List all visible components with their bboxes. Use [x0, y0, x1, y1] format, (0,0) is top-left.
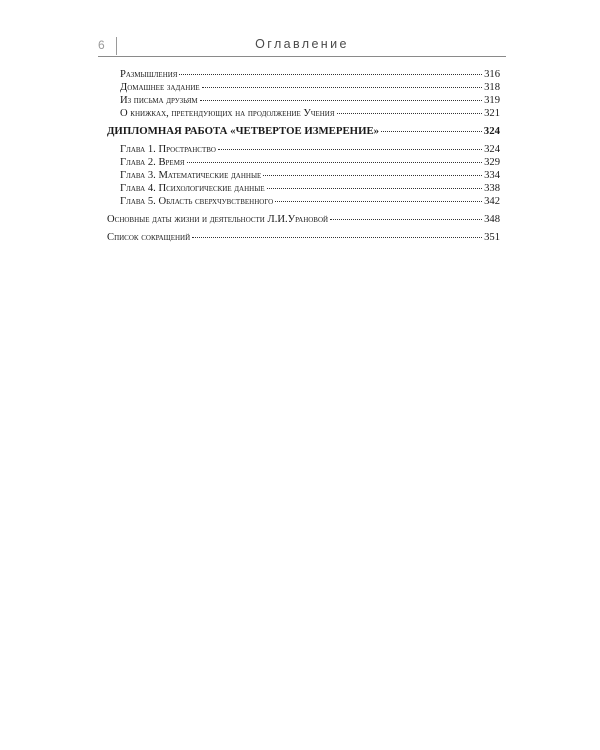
leader-dots: [330, 218, 482, 220]
toc-entry-label: О книжках, претендующих на продолжение Учения: [120, 108, 335, 119]
leader-dots: [179, 73, 482, 75]
toc-entry-label: Глава 1. Пространство: [120, 144, 216, 155]
toc-entry-label: Размышления: [120, 69, 178, 80]
toc-entry-label: Глава 2. Время: [120, 157, 185, 168]
leader-dots: [187, 161, 483, 163]
toc-entry-label: Из письма друзьям: [120, 95, 198, 106]
leader-dots: [381, 130, 482, 132]
leader-dots: [267, 187, 483, 189]
toc-entry-chapter-5[interactable]: [120, 195, 500, 208]
toc-entry-label: Глава 4. Психологические данные: [120, 183, 265, 194]
toc-entry-page: 351: [484, 232, 500, 243]
toc-entry-dates[interactable]: [107, 213, 500, 226]
toc-entry-books[interactable]: [120, 107, 500, 120]
page-number: 6: [98, 38, 105, 52]
toc-entry-page: 338: [484, 183, 500, 194]
toc-entry-label: Глава 5. Область сверхчувственного: [120, 196, 274, 207]
toc-entry-chapter-4[interactable]: [120, 182, 500, 195]
toc-entry-thesis[interactable]: [107, 125, 500, 138]
leader-dots: [218, 148, 482, 150]
toc-entry-chapter-1[interactable]: [120, 143, 500, 156]
toc-entry-page: 324: [483, 125, 500, 137]
toc-entry-abbreviations[interactable]: [107, 231, 500, 244]
toc-entry-page: 324: [484, 144, 500, 155]
leader-dots: [263, 174, 482, 176]
toc-entry-label: Домашнее задание: [120, 82, 200, 93]
toc-entry-page: 334: [484, 170, 500, 181]
toc-entry-page: 329: [484, 157, 500, 168]
leader-dots: [200, 99, 482, 101]
toc-entry-label: Список сокращений: [107, 232, 191, 243]
toc-entry-page: 318: [484, 82, 500, 93]
page-header: [98, 36, 506, 57]
toc-entry-label: ДИПЛОМНАЯ РАБОТА «ЧЕТВЕРТОЕ ИЗМЕРЕНИЕ»: [107, 125, 380, 137]
toc-entry-page: 321: [484, 108, 500, 119]
page-title: Оглавление: [255, 37, 349, 51]
toc-entry-page: 348: [484, 214, 500, 225]
toc-entry-page: 319: [484, 95, 500, 106]
toc-entry-label: Глава 3. Математические данные: [120, 170, 262, 181]
leader-dots: [202, 86, 482, 88]
leader-dots: [337, 112, 483, 114]
toc-entry-page: 316: [484, 69, 500, 80]
leader-dots: [192, 236, 482, 238]
toc-entry-reflections[interactable]: [120, 68, 500, 81]
toc-entry-chapter-2[interactable]: [120, 156, 500, 169]
toc-entry-page: 342: [484, 196, 500, 207]
toc-entry-chapter-3[interactable]: [120, 169, 500, 182]
leader-dots: [275, 200, 482, 202]
toc-entry-homework[interactable]: [120, 81, 500, 94]
toc-entry-label: Основные даты жизни и деятельности Л.И.Урановой: [107, 214, 329, 225]
toc-entry-letter-to-friends[interactable]: [120, 94, 500, 107]
